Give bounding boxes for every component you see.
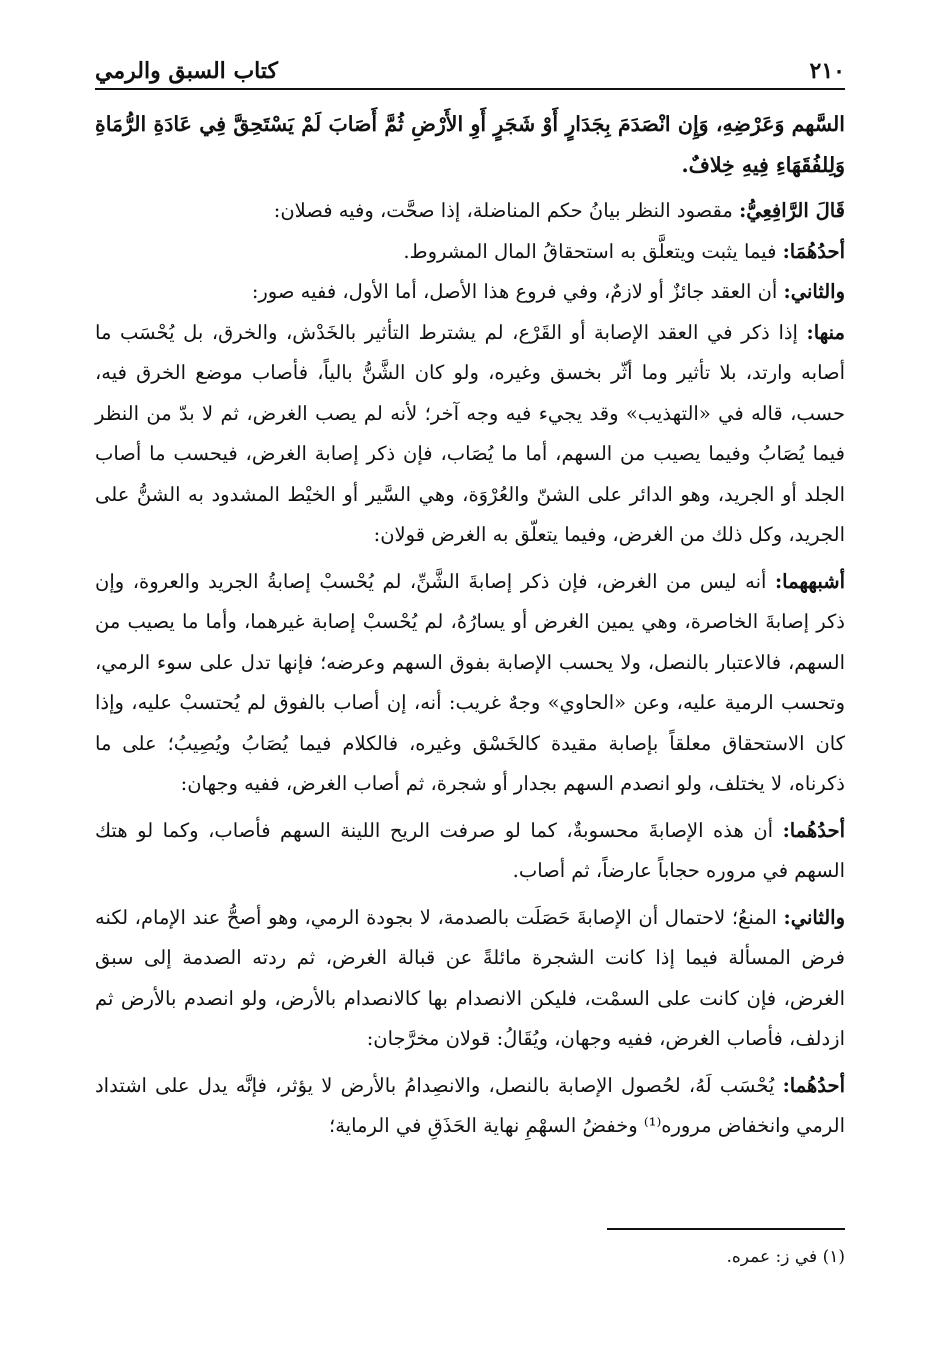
paragraph (95, 272, 845, 313)
paragraph-lead: أحدُهُما: (782, 1073, 845, 1097)
paragraph (95, 191, 845, 232)
running-header (95, 44, 845, 84)
paragraph (95, 811, 845, 892)
paragraph-text: أن هذه الإصابةَ محسوبةٌ، كما لو صرفت الريح اللينة السهم فأصاب، وكما لو هتك السهم في مروره حجاباً عارضاً، ثم أصاب. (95, 818, 845, 882)
paragraph (95, 232, 845, 273)
paragraph-lead: والثاني: (783, 905, 845, 929)
paragraph-text: أن العقد جائزٌ أو لازمٌ، وفي فروع هذا الأصل، أما الأول، ففيه صور: (251, 280, 784, 303)
footnote: (١) في ز: عمره. (726, 1247, 845, 1267)
paragraph (95, 562, 845, 805)
paragraph-text: فيما يثبت ويتعلَّق به استحقاقُ المال المشروط. (403, 239, 783, 263)
paragraph (95, 313, 845, 556)
paragraph-text: يُحْسَب لَهُ، لحُصول الإصابة بالنصل، والانصِدامُ بالأرض لا يؤثر، فإنَّه يدل على اشتداد الرمي وانخفاض مروره⁽¹⁾ وخفضُ السهْمِ نهاية الحَذَقِ في الرماية؛ (95, 1073, 845, 1137)
paragraph-lead: والثاني: (783, 280, 845, 303)
paragraph-lead: أشبههما: (774, 569, 845, 593)
paragraph (95, 1066, 845, 1147)
page-number: ٢١٠ (809, 58, 845, 84)
paragraph-text: أنه ليس من الغرض، فإن ذكر إصابةَ الشَّنِّ، لم يُحْسبْ إصابةُ الجريد والعروة، وإن ذكر إصابةَ الخاصرة، وهي يمين الغرض أو يسارُهُ، لم يُحْسبْ إصابة غيرهما، وأما ما يصيب من السهم، فالاعتبار بالنصل، ولا يحسب الإصابة بفوق السهم وعرضه؛ فإنها تدل على سوء الرمي، وتحسب الرمية عليه، وعن «الحاوي» وجهٌ غريب: أنه، إن أصاب بالفوق لم يُحتسبْ عليه، وإذا كان الاستحقاق معلقاً بإصابة مقيدة كالخَسْق وغيره، فالكلام فيما يُصَابُ ويُصِيبُ؛ على ما ذكرناه، لا يختلف، ولو انصدم السهم بجدار أو شجرة، ثم أصاب الغرض، ففيه وجهان: (95, 569, 845, 795)
page-body (95, 104, 845, 1147)
paragraph (95, 898, 845, 1060)
matn-text: السَّهم وَعَرْضِهِ، وَإِن انْصَدَمَ بِجَدَارٍ أَوْ شَجَرٍ أَوِ الأَرْضِ ثُمَّ أَصَابَ لَمْ يَسْتَحِقَّ فِي عَادَةِ الرُّمَاةِ وَلِلفُقَهَاءِ فِيهِ خِلافٌ. (95, 112, 845, 177)
paragraph-lead: قَالَ الرَّافِعِيُّ: (739, 199, 845, 222)
paragraph-lead: أحدُهُما: (782, 818, 845, 842)
paragraph-text: إذا ذكر في العقد الإصابة أو القَرْع، لم يشترط التأثير بالخَدْش، والخرق، بل يُحْسَب ما أصابه وارتد، بلا تأثير وما أثّر بخسق وغيره، ولو كان الشَّنُّ بالياً، فأصاب موضع الخرق فيه، حسب، قاله في «التهذيب» وقد يجيء فيه وجه آخر؛ لأنه لم يصب الغرض، ثم لا بدّ من النظر فيما يُصَابُ وفيما يصيب من السهم، أما ما يُصَاب، فإن ذكر إصابة الغرض، فيحسب ما أصاب الجلد أو الجريد، وهو الدائر على الشنّ والعُرْوَة، وهي السَّير أو الخيْط المشدود به الشنُّ على الجريد، وكل ذلك من الغرض، وفيما يتعلّق به الغرض قولان: (95, 320, 845, 546)
paragraph-lead: منها: (806, 320, 845, 344)
paragraph-text: مقصود النظر بيانُ حكم المناضلة، إذا صحَّت، وفيه فصلان: (273, 199, 740, 222)
header-rule (95, 88, 845, 90)
footnote-rule (607, 1228, 845, 1230)
book-title: كتاب السبق والرمي (95, 58, 278, 84)
paragraph-lead: أحدُهُمَا: (782, 239, 845, 263)
paragraph-text: المنعُ؛ لاحتمال أن الإصابةَ حَصَلَت بالصدمة، لا بجودة الرمي، وهو أصحُّ عند الإمام، لكنه فرض المسألة فيما إذا كانت الشجرة مائلةً عن قبالة الغرض، ثم ردته الصدمة إلى سبق الغرض، فإن كانت على السمْت، فليكن الانصدام بها كالانصدام بالأرض، ولو انصدم بالأرض ثم ازدلف، فأصاب الغرض، ففيه وجهان، ويُقَالُ: قولان مخرَّجان: (95, 905, 845, 1050)
